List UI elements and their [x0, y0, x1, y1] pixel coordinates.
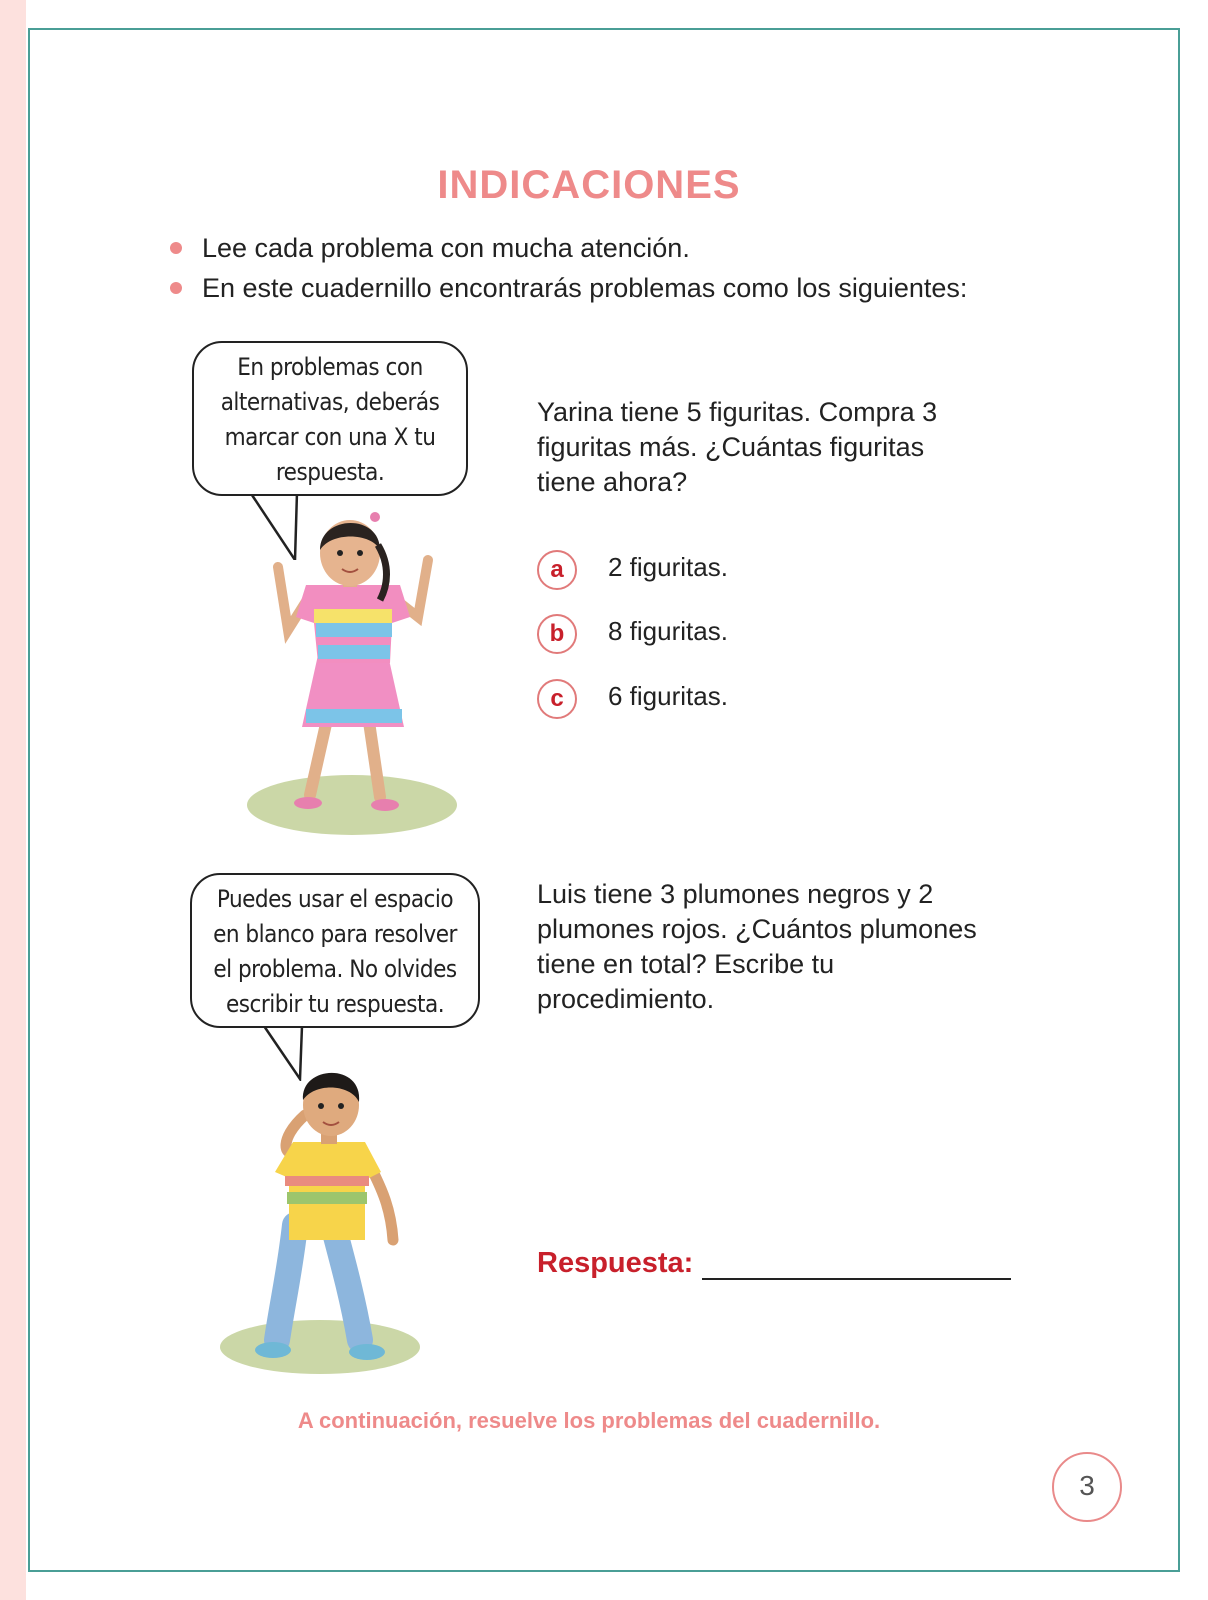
bubble-line: respuesta. [275, 458, 385, 486]
bubble-line: alternativas, deberás [220, 388, 440, 416]
answer-line[interactable] [702, 1278, 1011, 1280]
option-letter: b [537, 614, 577, 654]
instructions-list [168, 228, 967, 308]
girl-illustration [240, 505, 470, 845]
instruction-text: Lee cada problema con mucha atención. [202, 233, 690, 263]
option-letter: c [537, 679, 577, 719]
speech-bubble-alternatives [192, 341, 468, 496]
instruction-item [168, 228, 967, 268]
bubble-line: escribir tu respuesta. [225, 990, 445, 1018]
page-title: INDICACIONES [437, 163, 741, 207]
answer-label: Respuesta: [537, 1247, 694, 1279]
bubble-line: el problema. No olvides [213, 955, 457, 983]
option-text: 6 figuritas. [608, 681, 728, 711]
instruction-item [168, 268, 967, 308]
bullet-dot-icon [170, 242, 182, 254]
boy-illustration [215, 1050, 430, 1380]
option-text: 2 figuritas. [608, 552, 728, 582]
footer-instruction: A continuación, resuelve los problemas del cuadernillo. [297, 1408, 881, 1433]
option-text: 8 figuritas. [608, 616, 728, 646]
bullet-dot-icon [170, 282, 182, 294]
page-number: 3 [1052, 1452, 1122, 1522]
instruction-text: En este cuadernillo encontrarás problemas como los siguientes: [202, 273, 968, 303]
page-side-strip [0, 0, 26, 1600]
bubble-line: en blanco para resolver [213, 920, 457, 948]
question-2-text: Luis tiene 3 plumones negros y 2 plumones rojos. ¿Cuántos plumones tiene en total? Escribe tu procedimiento. [537, 879, 977, 1014]
question-1-text: Yarina tiene 5 figuritas. Compra 3 figuritas más. ¿Cuántas figuritas tiene ahora? [537, 397, 938, 497]
bubble-line: Puedes usar el espacio [216, 885, 454, 913]
bubble-line: marcar con una X tu [224, 423, 436, 451]
speech-bubble-workspace [190, 873, 480, 1028]
option-letter: a [537, 550, 577, 590]
bubble-line: En problemas con [237, 353, 423, 381]
